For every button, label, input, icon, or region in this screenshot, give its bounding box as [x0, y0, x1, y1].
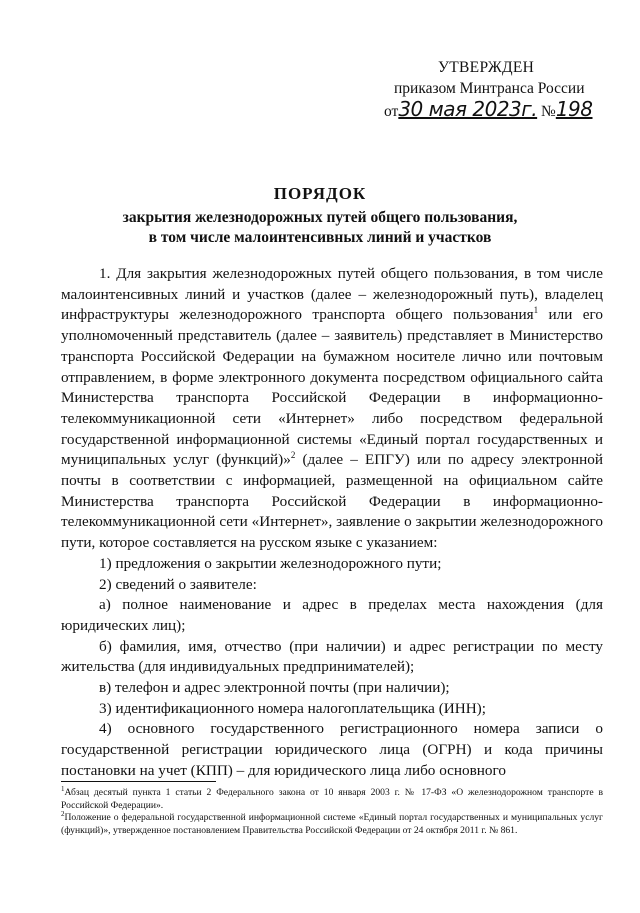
list-item-2a: а) полное наименование и адрес в пределах места нахождения (для юридических лиц);: [61, 596, 603, 634]
handwritten-number: 198: [555, 97, 593, 121]
paragraph-1: [61, 264, 603, 554]
paragraph-1-text-a: 1. Для закрытия железнодорожных путей общего пользования, в том числе малоинтенсивных линий и участков (далее – железнодорожный путь), владелец инфраструктуры железнодорожного транспорта общего пользования: [61, 265, 603, 324]
document-title: ПОРЯДОК: [273, 184, 367, 203]
list-item-4: 4) основного государственного регистрационного номера записи о государственной регистрации юридического лица (ОГРН) и кода причины постановки на учет (КПП) – для юридического лица либо основного: [61, 720, 603, 779]
footnote-2-text: Положение о федеральной государственной информационной системе «Единый портал государственных и муниципальных услуг (функций)», утвержденное постановлением Правительства Российской Федерации от 24 октября 2011 г. № 861.: [61, 812, 603, 836]
document-subtitle-line1: закрытия железнодорожных путей общего пользования,: [122, 209, 518, 226]
list-item-2: 2) сведений о заявителе:: [99, 575, 257, 593]
list-item-3: 3) идентификационного номера налогоплательщика (ИНН);: [99, 699, 486, 717]
approval-authority: приказом Минтранса России: [394, 80, 585, 97]
document-body: [61, 264, 603, 782]
handwritten-date: 30 мая 2023г.: [398, 97, 538, 121]
footnote-1: [61, 784, 603, 812]
paragraph-1-text-b: или его уполномоченный представитель (далее – заявитель) представляет в Министерство транспорта Российской Федерации на бумажном носителе лично или почтовым отправлением, в форме электронного документа посредством официального сайта Министерства транспорта Российской Федерации в информационно-телекоммуникационной сети «Интернет» либо посредством федеральной государственной информационной системы «Единый портал государственных и муниципальных услуг (функций)»: [61, 306, 603, 469]
list-item-2c: в) телефон и адрес электронной почты (при наличии);: [99, 679, 450, 697]
footnote-1-text: Абзац десятый пункта 1 статьи 2 Федерального закона от 10 января 2003 г. № 17-ФЗ «О железнодорожном транспорте в Российской Федерации».: [61, 787, 603, 811]
paragraph-1-text-c: (далее – ЕПГУ) или по адресу электронной почты в соответствии с информацией, размещенной на официальном сайте Министерства транспорта Российской Федерации в информационно-телекоммуникационной сети «Интернет», заявление о закрытии железнодорожного пути, которое составляется на русском языке с указанием:: [61, 451, 603, 552]
footnote-ref-1: 1: [533, 305, 539, 316]
approval-date-line: [384, 99, 593, 122]
document-subtitle-line2: в том числе малоинтенсивных линий и участков: [148, 229, 492, 246]
footnote-1-mark: 1: [61, 784, 65, 793]
footnote-2-mark: 2: [61, 810, 65, 818]
footnotes: [61, 784, 603, 837]
list-item-1: 1) предложения о закрытии железнодорожного пути;: [99, 554, 442, 572]
date-prefix: от: [384, 103, 399, 120]
approval-title: УТВЕРЖДЕН: [438, 59, 535, 76]
footnote-divider: [61, 781, 216, 782]
number-prefix: №: [541, 103, 556, 120]
list-item-2b: б) фамилия, имя, отчество (при наличии) и адрес регистрации по месту жительства (для индивидуальных предпринимателей);: [61, 637, 603, 676]
footnote-2: [61, 812, 603, 837]
footnote-ref-2: 2: [290, 450, 296, 461]
